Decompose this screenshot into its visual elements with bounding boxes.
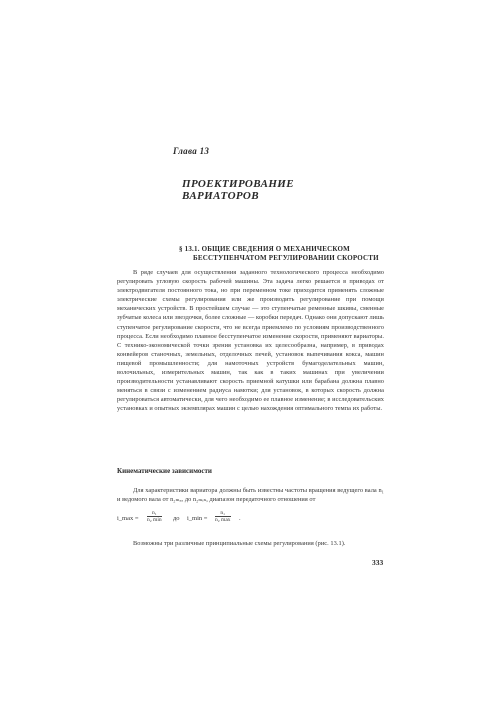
- subheading-kinematics: Кинематические зависимости: [117, 467, 212, 475]
- chapter-title-line2: ВАРИАТОРОВ: [182, 190, 259, 202]
- ratio-formula: [117, 510, 384, 528]
- section-title: [179, 245, 379, 263]
- paragraph-characteristics: Для характеристики вариатора должны быть известны частоты вращения ведущего вала n₁ и ведомого вала от n₂ₘₐₓ до n₂ₘᵢₙ, диапазон передаточного отношения от: [117, 487, 384, 504]
- formula-left-denominator: n₂ min: [147, 517, 162, 523]
- formula-left-numerator: n₁: [147, 510, 162, 517]
- formula-left-lhs: i_max =: [117, 515, 139, 522]
- chapter-title: [182, 178, 294, 202]
- formula-right-numerator: n₁: [215, 510, 231, 517]
- formula-right-lhs: i_min =: [187, 515, 208, 522]
- section-title-line2: БЕССТУПЕНЧАТОМ РЕГУЛИРОВАНИИ СКОРОСТИ: [193, 254, 379, 262]
- paragraph-schemes: Возможны три различные принципиальные схемы регулирования (рис. 13.1).: [133, 540, 346, 547]
- formula-tail: .: [239, 515, 241, 522]
- formula-middle: до: [173, 515, 180, 522]
- section-number: § 13.1.: [179, 245, 200, 253]
- section-title-line1: ОБЩИЕ СВЕДЕНИЯ О МЕХАНИЧЕСКОМ: [201, 245, 350, 253]
- formula-right-fraction: [215, 510, 231, 523]
- chapter-title-line1: ПРОЕКТИРОВАНИЕ: [182, 178, 294, 190]
- page-number: 333: [372, 558, 384, 567]
- chapter-label: Глава 13: [173, 146, 210, 156]
- formula-right-denominator: n₂ max: [215, 517, 231, 523]
- paragraph-intro: В ряде случаев для осуществления заданного технологического процесса необходимо регулировать угловую скорость рабочей машины. Эта задача легко решается в приводах от электродвигателя постоянного тока, но при переменном токе приходится применять сложные электрические схемы регулирования или же производить регулирование при помощи механических устройств. В простейшем случае — это ступенчатые ременные шкивы, сменные зубчатые колеса или звездочки, более сложные — коробки передач. Однако они допускают лишь ступенчатое регулирование скорости, что не всегда приемлемо по условиям производственного процесса. Если необходимо плавное бесступенчатое изменение скорости, применяют вариаторы. С технико-экономической точки зрения установка их целесообразна, например, в приводах конвейеров станочных, земельных, отделочных печей, установок выпечивания кокса, машин пищевой промышленности; для намоточных устройств бумагоделательных машин, волочильных, измерительных машин, так как в таких машинах при увеличении производительности устанавливают скорость приемной катушки или барабана должна плавно меняться в связи с изменением радиуса намотки; для установок, в которых скорость должна регулироваться автоматически, для чего необходимо ее плавное изменение; в исследовательских установках и опытных экземплярах машин с целью нахождения оптимального темпа их работы.: [117, 269, 384, 413]
- formula-left-fraction: [147, 510, 162, 523]
